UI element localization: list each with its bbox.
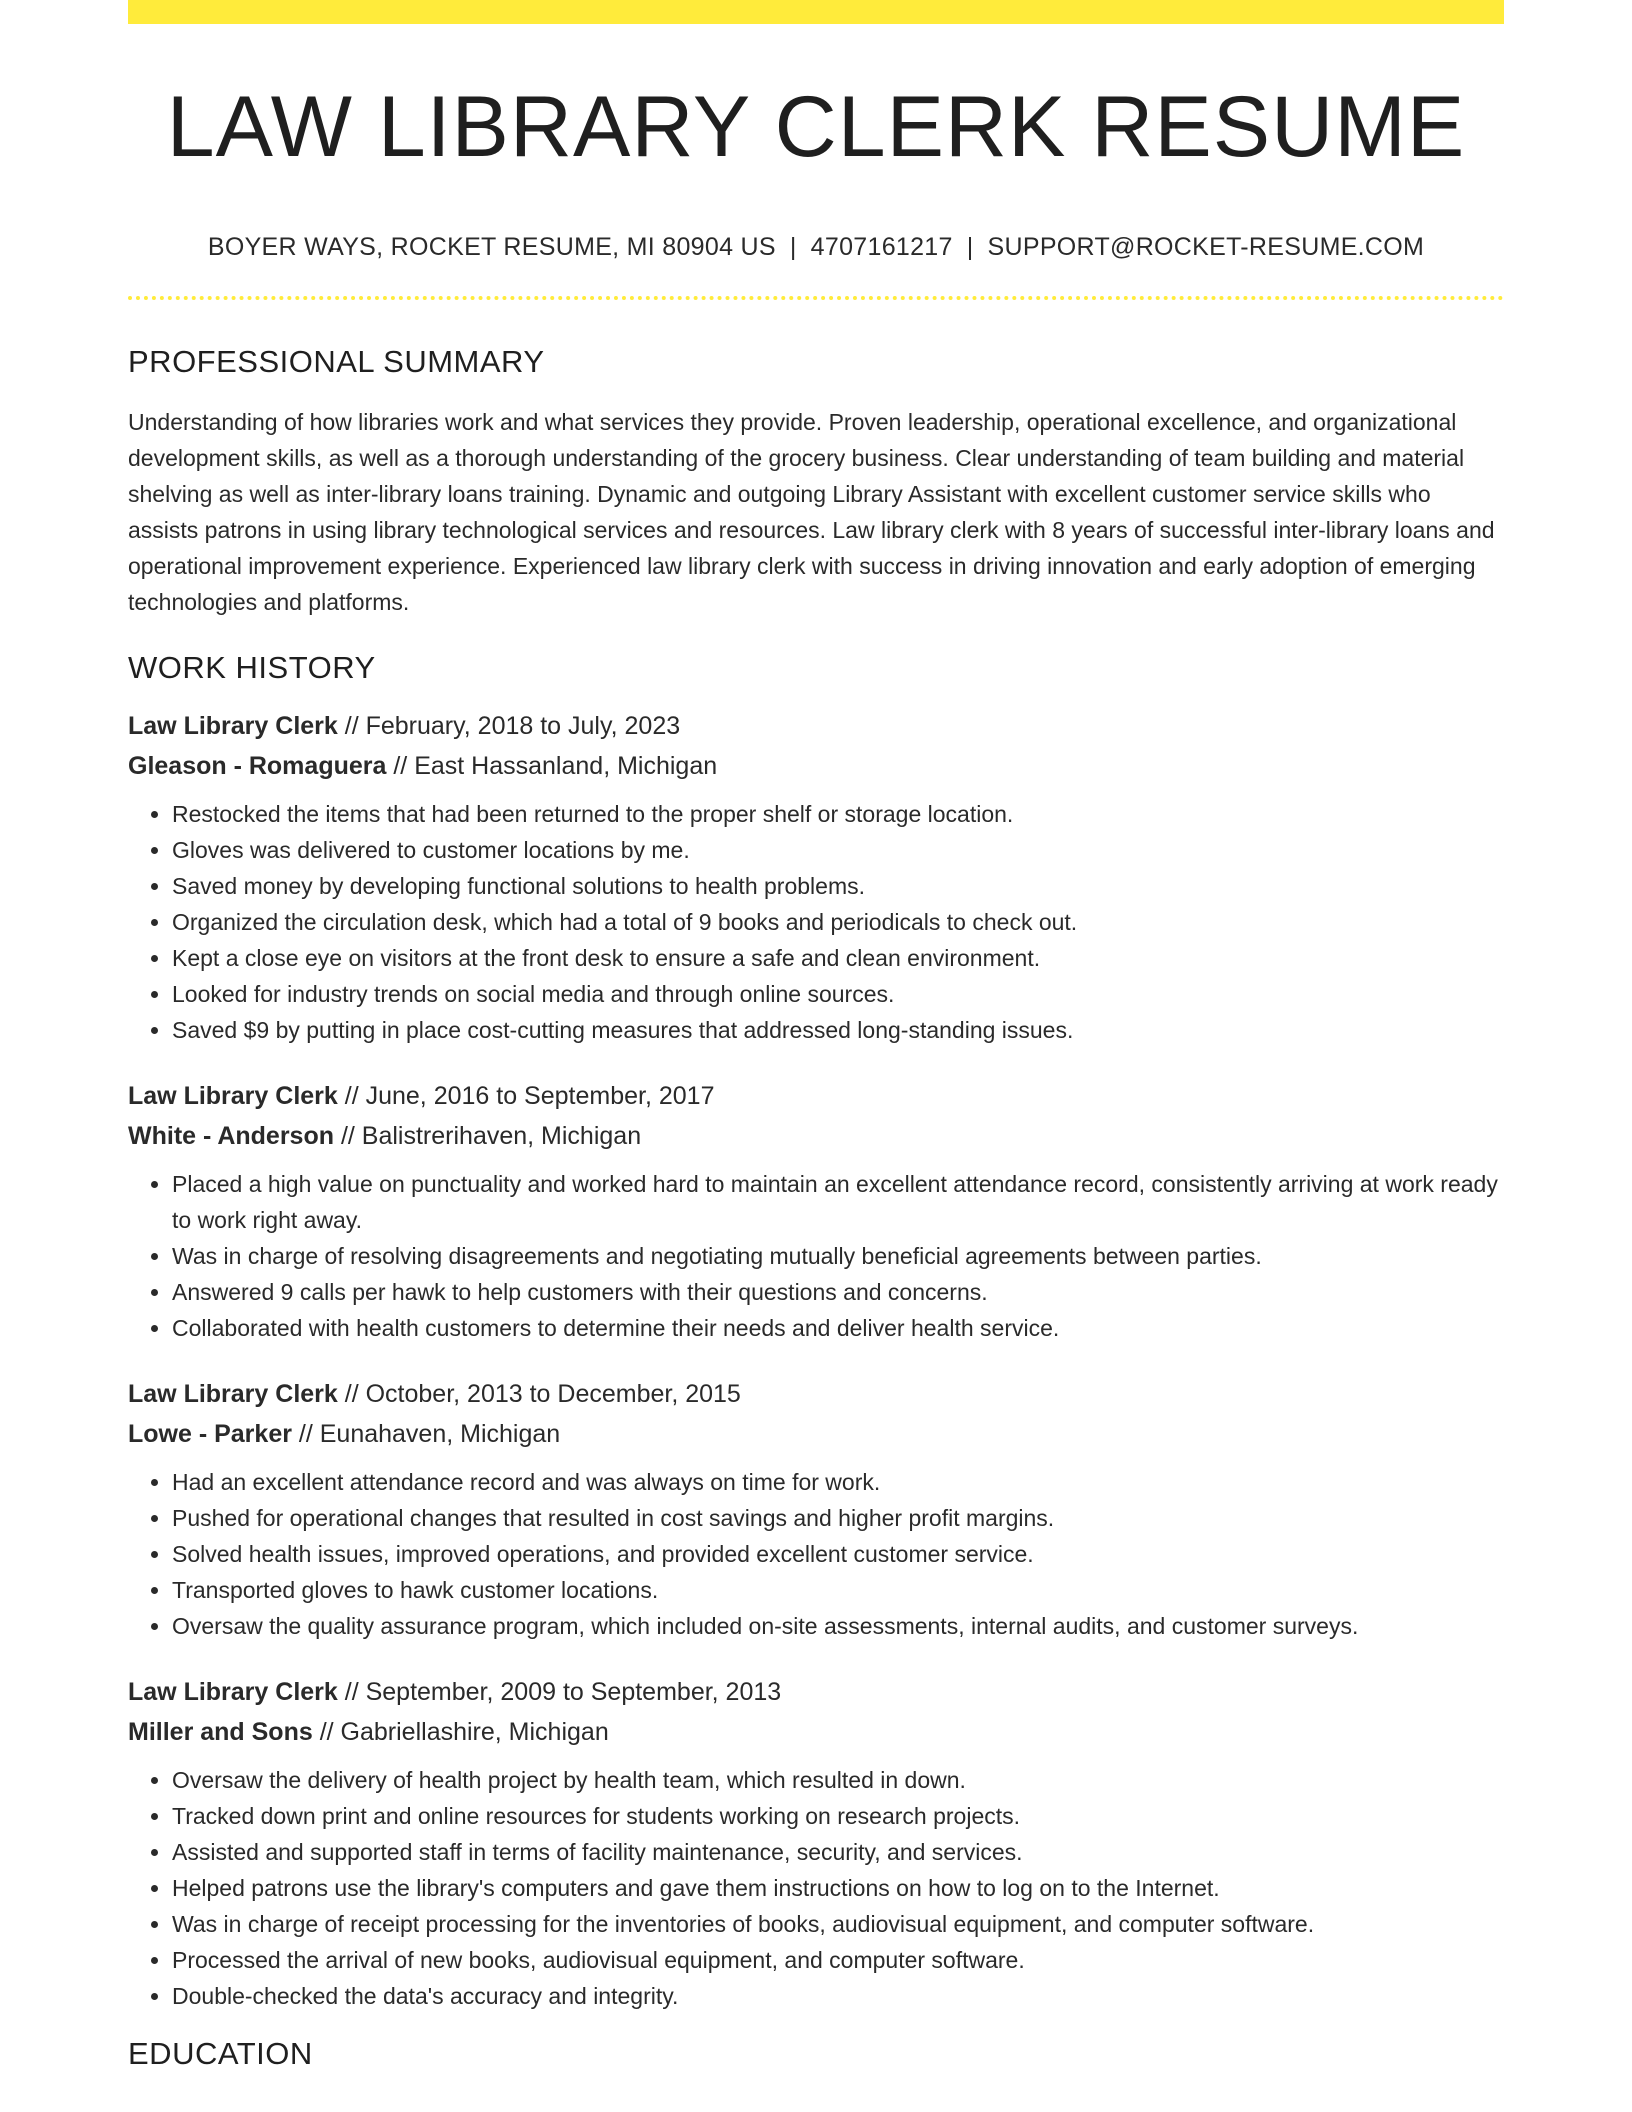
contact-separator: |: [789, 232, 797, 261]
job-bullet: • Pushed for operational changes that resulted in cost savings and higher profit margins.: [172, 1500, 1504, 1536]
job-bullet: • Was in charge of receipt processing for the inventories of books, audiovisual equipment, and computer software.: [172, 1906, 1504, 1942]
job-bullet: • Placed a high value on punctuality and worked hard to maintain an excellent attendance record, consistently arriving at work ready to work right away.: [172, 1166, 1504, 1238]
resume-title: LAW LIBRARY CLERK RESUME: [166, 79, 1466, 175]
job-bullet: • Transported gloves to hawk customer locations.: [172, 1572, 1504, 1608]
job-bullet-list: [128, 796, 1504, 1048]
job-bullet: • Had an excellent attendance record and was always on time for work.: [172, 1464, 1504, 1500]
job-bullet: • Helped patrons use the library's computers and gave them instructions on how to log on to the Internet.: [172, 1870, 1504, 1906]
job-bullet: • Tracked down print and online resources for students working on research projects.: [172, 1798, 1504, 1834]
job-dates: // October, 2013 to December, 2015: [337, 1379, 741, 1408]
job-company: Miller and Sons: [128, 1717, 313, 1746]
job-bullet: • Saved money by developing functional solutions to health problems.: [172, 868, 1504, 904]
job-dates: // June, 2016 to September, 2017: [337, 1081, 715, 1110]
job-bullet: • Solved health issues, improved operations, and provided excellent customer service.: [172, 1536, 1504, 1572]
summary-heading: PROFESSIONAL SUMMARY: [128, 343, 545, 379]
job-company: White - Anderson: [128, 1121, 335, 1150]
job-entry: [128, 1672, 1504, 2014]
job-bullet: • Looked for industry trends on social media and through online sources.: [172, 976, 1504, 1012]
summary-text: Understanding of how libraries work and what services they provide. Proven leadership, operational excellence, and organizational development skills, as well as a thorough understanding of the grocery business. Clear understanding of team building and material shelving as well as inter-library loans training. Dynamic and outgoing Library Assistant with excellent customer service skills who assists patrons in using library technological services and resources. Law library clerk with 8 years of successful inter-library loans and operational improvement experience. Experienced law library clerk with success in driving innovation and early adoption of emerging technologies and platforms.: [128, 408, 1495, 615]
job-location: // Balistrerihaven, Michigan: [334, 1121, 642, 1150]
job-bullet: • Was in charge of resolving disagreements and negotiating mutually beneficial agreements between parties.: [172, 1238, 1504, 1274]
job-bullet-list: [128, 1762, 1504, 2014]
job-company: Lowe - Parker: [128, 1419, 292, 1448]
job-role: Law Library Clerk: [128, 1081, 338, 1110]
job-company-line: [128, 1414, 1504, 1454]
job-role: Law Library Clerk: [128, 1677, 338, 1706]
job-location: // Gabriellashire, Michigan: [312, 1717, 609, 1746]
job-bullet: • Kept a close eye on visitors at the front desk to ensure a safe and clean environment.: [172, 940, 1504, 976]
job-location: // Eunahaven, Michigan: [291, 1419, 561, 1448]
job-company-line: [128, 1712, 1504, 1752]
dotted-divider: [128, 296, 1504, 300]
work-history-list: [128, 706, 1504, 2014]
job-entry: [128, 1076, 1504, 1346]
contact-email: SUPPORT@ROCKET-RESUME.COM: [987, 232, 1425, 261]
job-bullet: • Gloves was delivered to customer locations by me.: [172, 832, 1504, 868]
accent-top-bar: [128, 0, 1504, 24]
job-bullet-list: [128, 1464, 1504, 1644]
job-entry: [128, 706, 1504, 1048]
resume-page: [128, 0, 1504, 2072]
job-bullet: • Oversaw the delivery of health project by health team, which resulted in down.: [172, 1762, 1504, 1798]
work-history-heading: WORK HISTORY: [128, 649, 376, 685]
job-bullet: • Double-checked the data's accuracy and integrity.: [172, 1978, 1504, 2014]
job-bullet: • Restocked the items that had been returned to the proper shelf or storage location.: [172, 796, 1504, 832]
job-role: Law Library Clerk: [128, 1379, 338, 1408]
job-company-line: [128, 1116, 1504, 1156]
job-bullet: • Organized the circulation desk, which had a total of 9 books and periodicals to check out.: [172, 904, 1504, 940]
contact-address: BOYER WAYS, ROCKET RESUME, MI 80904 US: [207, 232, 776, 261]
job-title-line: [128, 1374, 1504, 1414]
job-company-line: [128, 746, 1504, 786]
job-dates: // September, 2009 to September, 2013: [337, 1677, 782, 1706]
job-bullet: • Oversaw the quality assurance program, which included on-site assessments, internal audits, and customer surveys.: [172, 1608, 1504, 1644]
job-title-line: [128, 1076, 1504, 1116]
job-dates: // February, 2018 to July, 2023: [337, 711, 681, 740]
job-title-line: [128, 1672, 1504, 1712]
job-bullet: • Answered 9 calls per hawk to help customers with their questions and concerns.: [172, 1274, 1504, 1310]
job-bullet: • Assisted and supported staff in terms of facility maintenance, security, and services.: [172, 1834, 1504, 1870]
job-title-line: [128, 706, 1504, 746]
job-bullet-list: [128, 1166, 1504, 1346]
job-bullet: • Collaborated with health customers to determine their needs and deliver health service.: [172, 1310, 1504, 1346]
job-role: Law Library Clerk: [128, 711, 338, 740]
contact-separator: |: [966, 232, 974, 261]
contact-line: [128, 233, 1504, 262]
job-bullet: • Saved $9 by putting in place cost-cutting measures that addressed long-standing issues.: [172, 1012, 1504, 1048]
contact-phone: 4707161217: [810, 232, 953, 261]
education-heading: EDUCATION: [128, 2035, 313, 2071]
job-company: Gleason - Romaguera: [128, 751, 387, 780]
job-bullet: • Processed the arrival of new books, audiovisual equipment, and computer software.: [172, 1942, 1504, 1978]
job-location: // East Hassanland, Michigan: [386, 751, 718, 780]
job-entry: [128, 1374, 1504, 1644]
